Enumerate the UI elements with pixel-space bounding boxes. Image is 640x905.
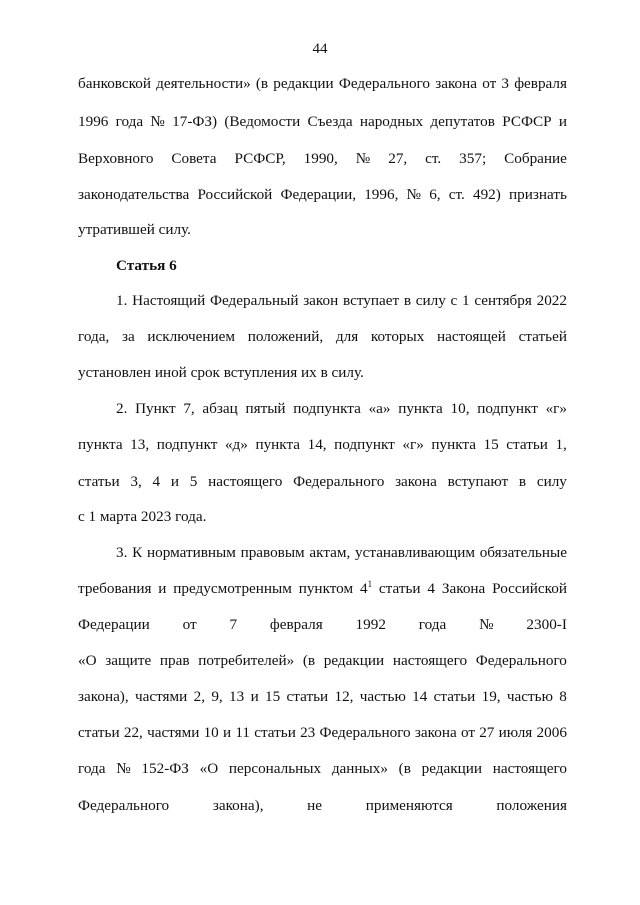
word: сентября [474, 292, 532, 309]
word: года [78, 760, 106, 777]
word: данных» [331, 760, 388, 777]
word: и [250, 688, 259, 705]
word: закон [303, 292, 339, 309]
word: 152-ФЗ [141, 760, 189, 777]
text-line-12: с 1 марта 2023 года. [78, 508, 207, 525]
word: нормативным [147, 544, 236, 561]
word: года, [78, 328, 110, 345]
word: потребителей» [198, 652, 295, 669]
word: 1990, [303, 150, 338, 167]
word: 2, [193, 688, 205, 705]
word: (в [398, 760, 411, 777]
word: «г» [402, 436, 424, 453]
word: 7, [183, 400, 195, 417]
word: пункта [398, 400, 443, 417]
word: «г» [545, 400, 567, 417]
word: пункта [431, 436, 476, 453]
word: актам, [309, 544, 351, 561]
word: вступает [343, 292, 400, 309]
word: подпункт [477, 400, 538, 417]
word: 3 [501, 75, 510, 92]
word: и [223, 724, 232, 741]
word: силу [415, 292, 446, 309]
text-line-2 [78, 113, 567, 131]
word: 1, [555, 436, 567, 453]
word: деятельности» [156, 75, 251, 92]
word: настоящего [392, 652, 468, 669]
text-line-4 [78, 186, 567, 204]
superscript: 1 [367, 579, 373, 589]
word: обязательные [479, 544, 567, 561]
text-line-18 [78, 724, 567, 742]
word: в [403, 292, 412, 309]
word: абзац [202, 400, 238, 417]
word: 9, [211, 688, 223, 705]
word: статьи [286, 688, 329, 705]
word: применяются [365, 797, 453, 814]
word: года [115, 113, 144, 130]
word: 5 [189, 473, 198, 490]
word: № [116, 760, 131, 777]
text-line-5: утратившей силу. [78, 221, 191, 238]
word: (в [255, 75, 269, 92]
word: частью [359, 688, 406, 705]
word: «д» [224, 436, 248, 453]
text-line-3 [78, 150, 567, 168]
word: исключением [147, 328, 235, 345]
text-line-1 [78, 75, 567, 93]
word: Федерации [78, 616, 150, 633]
word: года [418, 616, 447, 633]
word: подпункт [334, 436, 395, 453]
word: устанавливающим [355, 544, 475, 561]
word: подпункт [156, 436, 218, 453]
text-line-15 [78, 616, 567, 634]
word: настоящего [492, 760, 567, 777]
word: 14 [412, 688, 428, 705]
text-line-11 [78, 473, 567, 491]
word: 11 [235, 724, 250, 741]
word: 492) [472, 186, 501, 203]
word: 17-ФЗ) [172, 113, 218, 130]
word: статьей [518, 328, 567, 345]
text-line-20 [78, 797, 567, 815]
word: подпункта [293, 400, 361, 417]
word: Пункт [135, 400, 176, 417]
word: защите [105, 652, 152, 669]
word: ст. [448, 186, 465, 203]
text-line-9 [116, 400, 567, 418]
word: 10, [450, 400, 470, 417]
word: персональных [228, 760, 322, 777]
word: Федерации, [280, 186, 357, 203]
word: вступают [447, 473, 509, 490]
word: прав [159, 652, 190, 669]
text-line-19 [78, 760, 567, 778]
word: редакции [323, 652, 385, 669]
word: пункта [255, 436, 301, 453]
word: 22, [123, 724, 143, 741]
word: статьи [254, 724, 296, 741]
text-line-17 [78, 688, 567, 706]
word: настоящего [208, 473, 283, 490]
word: 4 [152, 473, 161, 490]
text-line-14-part-a: требования и предусмотренным пунктом 4 [78, 580, 368, 597]
word: 14, [307, 436, 327, 453]
word: правовым [240, 544, 305, 561]
word: положений, [247, 328, 324, 345]
text-line-10 [78, 436, 567, 454]
word: 2300-I [526, 616, 567, 633]
word: РСФСР [502, 113, 552, 130]
word: закона [414, 724, 457, 741]
word: редакции [273, 75, 334, 92]
word: закона), [78, 688, 129, 705]
word: 1996, [364, 186, 399, 203]
word: 12, [334, 688, 354, 705]
word: К [132, 544, 143, 561]
article-heading: Статья 6 [116, 257, 177, 274]
word: закона), [212, 797, 264, 814]
word: банковской [78, 75, 151, 92]
word: редакции [421, 760, 482, 777]
word: 19, [481, 688, 501, 705]
word: февраля [514, 75, 567, 92]
page-number: 44 [312, 41, 328, 57]
word: 3, [130, 473, 142, 490]
word: от [482, 75, 497, 92]
word: законодательства [78, 186, 190, 203]
word: от [460, 724, 475, 741]
word: не [307, 797, 323, 814]
word: № [479, 616, 494, 633]
word: 2022 [536, 292, 567, 309]
word: пункта [78, 436, 123, 453]
word: статьи [506, 436, 548, 453]
word: частью [506, 688, 553, 705]
word: для [335, 328, 359, 345]
word: 1992 [355, 616, 386, 633]
word: 1996 [78, 113, 109, 130]
word: 6, [429, 186, 441, 203]
word: 8 [559, 688, 567, 705]
word: ст. [425, 150, 442, 167]
word: в [518, 473, 527, 490]
word: № [406, 186, 422, 203]
word: Совета [171, 150, 217, 167]
word: 7 [229, 616, 238, 633]
word: «О [78, 652, 97, 669]
word: Настоящий [132, 292, 206, 309]
word: с [450, 292, 458, 309]
word: статьи [433, 688, 476, 705]
word: 23 [300, 724, 316, 741]
word: 15 [265, 688, 281, 705]
word: 27, [388, 150, 408, 167]
word: депутатов [430, 113, 495, 130]
word: 10 [203, 724, 219, 741]
word: 1 [462, 292, 470, 309]
word: положения [496, 797, 567, 814]
word: народных [359, 113, 424, 130]
word: «а» [368, 400, 391, 417]
word: № [150, 113, 165, 130]
text-line-7 [78, 328, 567, 346]
word: 2006 [536, 724, 567, 741]
word: № [355, 150, 371, 167]
word: 357; [459, 150, 487, 167]
word: закона [435, 75, 478, 92]
word: 3. [116, 544, 128, 561]
word: за [121, 328, 135, 345]
word: Федерального [293, 473, 385, 490]
word: (Ведомости [224, 113, 301, 130]
word: силу [536, 473, 567, 490]
text-line-16 [78, 652, 567, 670]
text-line-6 [116, 292, 567, 310]
text-line-14 [78, 580, 567, 598]
text-line-8: установлен иной срок вступления их в силу. [78, 364, 364, 381]
word: пятый [245, 400, 286, 417]
word: февраля [269, 616, 323, 633]
word: закона [395, 473, 437, 490]
word: 15 [483, 436, 499, 453]
word: Съезда [307, 113, 353, 130]
word: Верховного [78, 150, 154, 167]
word: Федерального [78, 797, 170, 814]
word: настоящей [437, 328, 506, 345]
word: статьи [78, 473, 120, 490]
text-line-13 [116, 544, 567, 562]
word: Федерального [338, 75, 431, 92]
word: частями [147, 724, 200, 741]
word: 13 [229, 688, 245, 705]
word: частями [135, 688, 188, 705]
word: (в [302, 652, 316, 669]
word: «О [199, 760, 219, 777]
word: 27 [479, 724, 495, 741]
word: Российской [197, 186, 273, 203]
word: которых [370, 328, 425, 345]
word: 1. [116, 292, 128, 309]
word: статьи [78, 724, 120, 741]
word: Федерального [475, 652, 567, 669]
word: 2. [116, 400, 128, 417]
word: признать [509, 186, 567, 203]
word: и [170, 473, 180, 490]
text-line-14-part-b: статьи 4 Закона Российской [372, 580, 567, 597]
word: Собрание [504, 150, 567, 167]
word: РСФСР, [234, 150, 286, 167]
word: июля [498, 724, 533, 741]
word: Федеральный [210, 292, 299, 309]
word: 13, [130, 436, 150, 453]
word: и [558, 113, 567, 130]
word: от [182, 616, 197, 633]
word: Федерального [319, 724, 411, 741]
